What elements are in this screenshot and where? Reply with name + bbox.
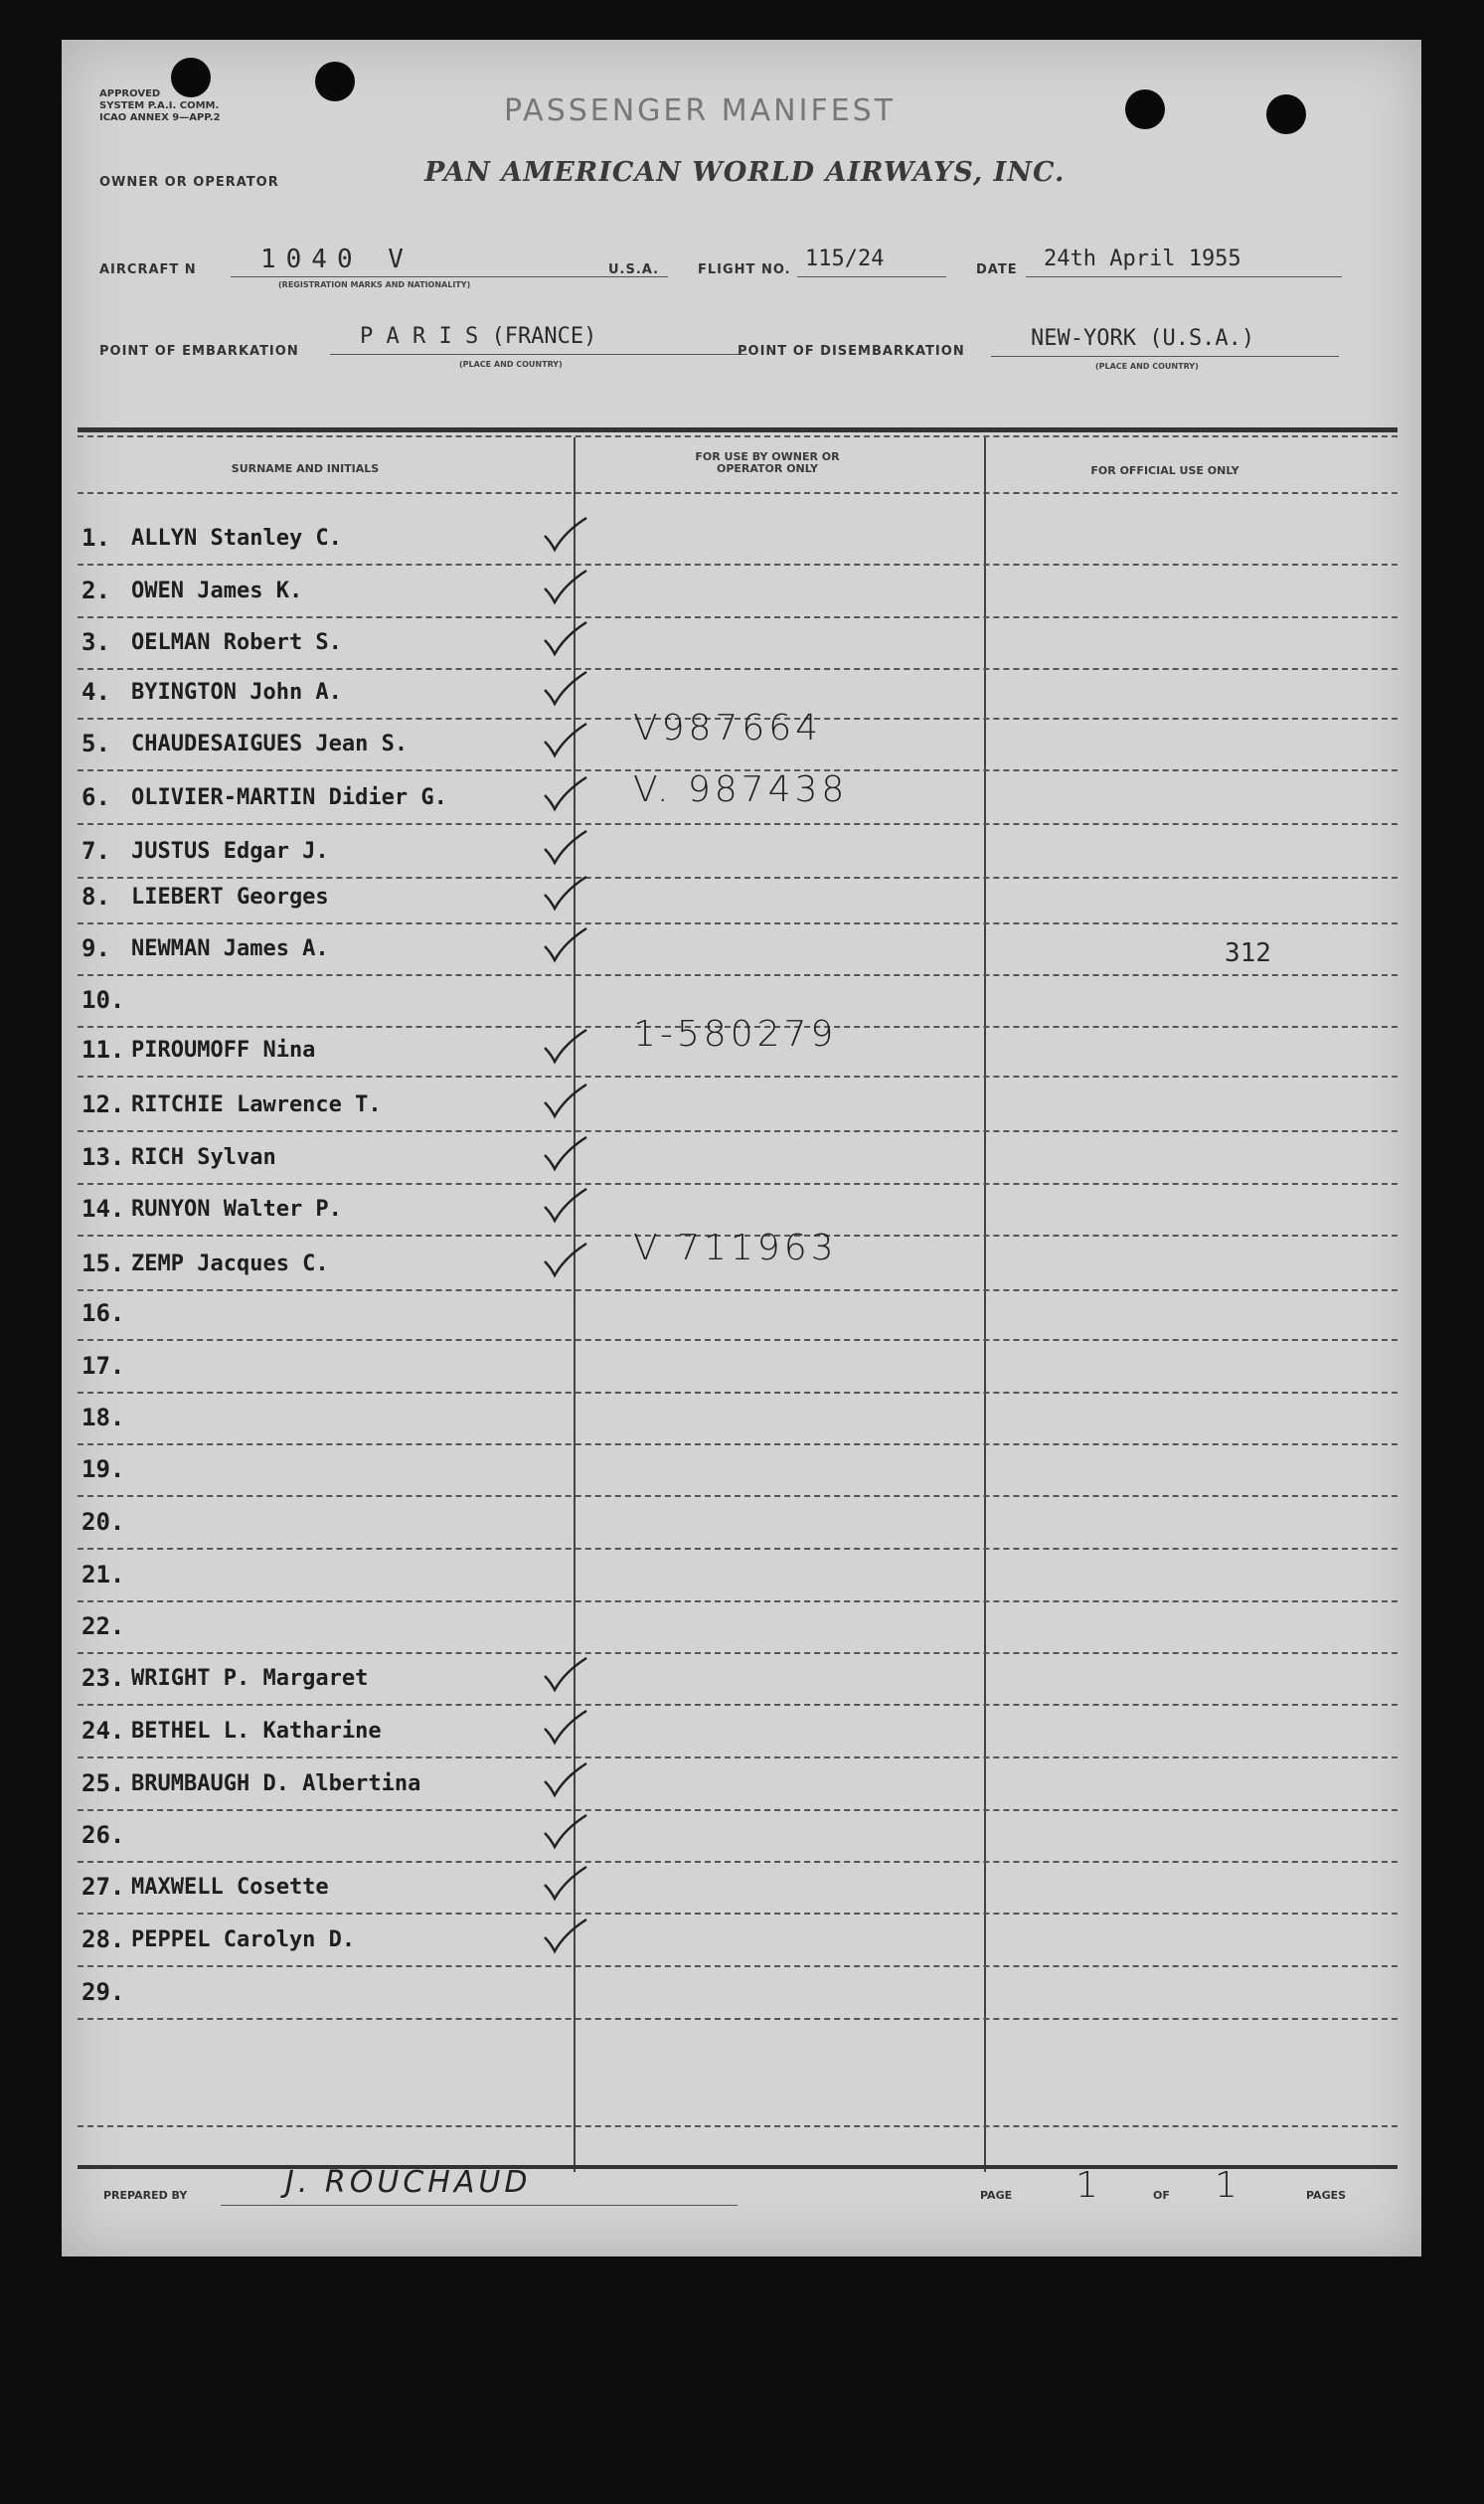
row-rule	[78, 1965, 1398, 1967]
row-number: 11.	[82, 1036, 125, 1064]
embark-value: P A R I S (FRANCE)	[360, 324, 597, 349]
row-number: 19.	[82, 1455, 125, 1483]
underline	[330, 354, 747, 355]
checkmark-icon	[541, 1185, 590, 1225]
row-rule	[78, 1339, 1398, 1341]
prepared-label: PREPARED BY	[103, 2189, 188, 2202]
row-number: 22.	[82, 1612, 125, 1640]
checkmark-icon	[541, 1811, 590, 1851]
owner-label: OWNER OR OPERATOR	[99, 175, 279, 190]
punch-hole	[1125, 89, 1165, 129]
passenger-name: BRUMBAUGH D. Albertina	[131, 1771, 421, 1796]
row-number: 23.	[82, 1664, 125, 1692]
col-header-owner: FOR USE BY OWNER OR OPERATOR ONLY	[695, 450, 840, 475]
row-rule	[78, 668, 1398, 670]
passenger-name: CHAUDESAIGUES Jean S.	[131, 732, 409, 756]
checkmark-icon	[541, 567, 590, 606]
row-number: 16.	[82, 1299, 125, 1327]
row-number: 6.	[82, 783, 110, 811]
disembark-sublabel: (PLACE AND COUNTRY)	[1095, 362, 1199, 371]
owner-note: V 711963	[633, 1228, 838, 1268]
passenger-name: NEWMAN James A.	[131, 936, 329, 961]
passenger-name: RICH Sylvan	[131, 1145, 276, 1170]
row-rule	[78, 1076, 1398, 1078]
passenger-name: ZEMP Jacques C.	[131, 1252, 329, 1276]
underline	[797, 276, 946, 277]
disembark-value: NEW-YORK (U.S.A.)	[1031, 326, 1255, 351]
row-number: 18.	[82, 1404, 125, 1431]
checkmark-icon	[541, 827, 590, 867]
row-rule	[78, 564, 1398, 566]
punch-hole	[315, 62, 355, 101]
row-number: 25.	[82, 1769, 125, 1797]
row-number: 8.	[82, 883, 110, 911]
col-header-name: SURNAME AND INITIALS	[231, 462, 380, 475]
aircraft-value: 1040 V	[260, 245, 413, 274]
row-number: 17.	[82, 1352, 125, 1380]
row-rule	[78, 1130, 1398, 1132]
row-rule	[78, 1495, 1398, 1497]
of-value: 1	[1215, 2165, 1241, 2206]
passenger-name: RUNYON Walter P.	[131, 1197, 342, 1222]
company-name: PAN AMERICAN WORLD AIRWAYS, INC.	[424, 157, 1066, 188]
row-rule	[78, 1548, 1398, 1550]
passenger-name: BYINGTON John A.	[131, 680, 342, 705]
flight-label: FLIGHT NO.	[698, 262, 791, 277]
row-number: 1.	[82, 524, 110, 552]
page-title: PASSENGER MANIFEST	[504, 93, 897, 128]
row-rule	[78, 1183, 1398, 1185]
page-label: PAGE	[980, 2189, 1013, 2202]
checkmark-icon	[541, 1759, 590, 1799]
checkmark-icon	[541, 873, 590, 913]
row-number: 3.	[82, 628, 110, 656]
approval-line: APPROVED	[99, 88, 161, 99]
date-value: 24th April 1955	[1044, 247, 1241, 271]
row-number: 7.	[82, 837, 110, 865]
table-top-rule	[78, 435, 1398, 437]
owner-note: 1-580279	[633, 1014, 838, 1055]
approval-line: ICAO ANNEX 9—APP.2	[99, 112, 221, 123]
official-note: 312	[1225, 938, 1271, 968]
pages-label: PAGES	[1306, 2189, 1347, 2202]
passenger-name: BETHEL L. Katharine	[131, 1719, 382, 1744]
row-number: 27.	[82, 1873, 125, 1901]
owner-note: V987664	[633, 708, 823, 749]
row-number: 29.	[82, 1978, 125, 2006]
row-number: 24.	[82, 1717, 125, 1745]
row-number: 28.	[82, 1925, 125, 1953]
row-number: 2.	[82, 577, 110, 604]
checkmark-icon	[541, 1240, 590, 1279]
checkmark-icon	[541, 924, 590, 964]
aircraft-sublabel: (REGISTRATION MARKS AND NATIONALITY)	[278, 280, 471, 289]
passenger-name: OLIVIER-MARTIN Didier G.	[131, 785, 447, 810]
row-number: 13.	[82, 1143, 125, 1171]
row-rule	[78, 1704, 1398, 1706]
passenger-name: WRIGHT P. Margaret	[131, 1666, 369, 1691]
header-rule	[78, 492, 1398, 494]
row-rule	[78, 616, 1398, 618]
checkmark-icon	[541, 618, 590, 658]
row-rule	[78, 974, 1398, 976]
row-rule	[78, 1392, 1398, 1394]
passenger-name: PIROUMOFF Nina	[131, 1038, 316, 1063]
approval-line: SYSTEM P.A.I. COMM.	[99, 100, 220, 111]
checkmark-icon	[541, 1133, 590, 1173]
checkmark-icon	[541, 668, 590, 708]
checkmark-icon	[541, 1654, 590, 1694]
passenger-name: LIEBERT Georges	[131, 885, 329, 910]
disembark-label: POINT OF DISEMBARKATION	[738, 344, 965, 359]
row-rule	[78, 2018, 1398, 2020]
row-number: 9.	[82, 934, 110, 962]
checkmark-icon	[541, 1916, 590, 1955]
row-rule	[78, 1443, 1398, 1445]
row-rule	[78, 1809, 1398, 1811]
row-number: 26.	[82, 1821, 125, 1849]
passenger-name: PEPPEL Carolyn D.	[131, 1927, 356, 1952]
of-label: OF	[1153, 2189, 1170, 2202]
passenger-name: MAXWELL Cosette	[131, 1875, 329, 1900]
underline	[231, 276, 668, 277]
col-header-official: FOR OFFICIAL USE ONLY	[1090, 464, 1239, 477]
row-number: 15.	[82, 1250, 125, 1277]
embark-label: POINT OF EMBARKATION	[99, 344, 299, 359]
row-number: 5.	[82, 730, 110, 757]
usa-label: U.S.A.	[608, 262, 660, 277]
row-number: 4.	[82, 678, 110, 706]
underline	[991, 356, 1339, 357]
punch-hole	[171, 58, 211, 97]
table-bottom-rule	[78, 2165, 1398, 2169]
passenger-name: ALLYN Stanley C.	[131, 526, 342, 551]
row-rule	[78, 1652, 1398, 1654]
checkmark-icon	[541, 720, 590, 759]
manifest-sheet	[62, 40, 1421, 2256]
passenger-name: RITCHIE Lawrence T.	[131, 1092, 382, 1117]
underline	[221, 2205, 738, 2206]
flight-value: 115/24	[805, 247, 885, 271]
row-rule	[78, 1600, 1398, 1602]
checkmark-icon	[541, 1863, 590, 1903]
passenger-name: OELMAN Robert S.	[131, 630, 342, 655]
row-rule	[78, 877, 1398, 879]
row-number: 10.	[82, 986, 125, 1014]
table-top-rule	[78, 427, 1398, 432]
row-rule	[78, 823, 1398, 825]
embark-sublabel: (PLACE AND COUNTRY)	[459, 360, 563, 369]
row-number: 12.	[82, 1090, 125, 1118]
table-bottom-rule	[78, 2125, 1398, 2127]
row-rule	[78, 922, 1398, 924]
page-value: 1	[1075, 2165, 1102, 2206]
punch-hole	[1266, 94, 1306, 134]
passenger-name: JUSTUS Edgar J.	[131, 839, 329, 864]
checkmark-icon	[541, 1026, 590, 1066]
row-number: 20.	[82, 1508, 125, 1536]
checkmark-icon	[541, 773, 590, 813]
underline	[1026, 276, 1342, 277]
row-rule	[78, 1913, 1398, 1915]
checkmark-icon	[541, 1707, 590, 1747]
row-rule	[78, 1861, 1398, 1863]
checkmark-icon	[541, 514, 590, 554]
date-label: DATE	[976, 262, 1018, 277]
row-number: 14.	[82, 1195, 125, 1223]
passenger-name: OWEN James K.	[131, 579, 303, 603]
row-number: 21.	[82, 1561, 125, 1588]
row-rule	[78, 1289, 1398, 1291]
checkmark-icon	[541, 1081, 590, 1120]
owner-note: V. 987438	[633, 769, 849, 810]
aircraft-label: AIRCRAFT N	[99, 262, 197, 277]
row-rule	[78, 1756, 1398, 1758]
prepared-signature: J. ROUCHAUD	[285, 2165, 532, 2200]
